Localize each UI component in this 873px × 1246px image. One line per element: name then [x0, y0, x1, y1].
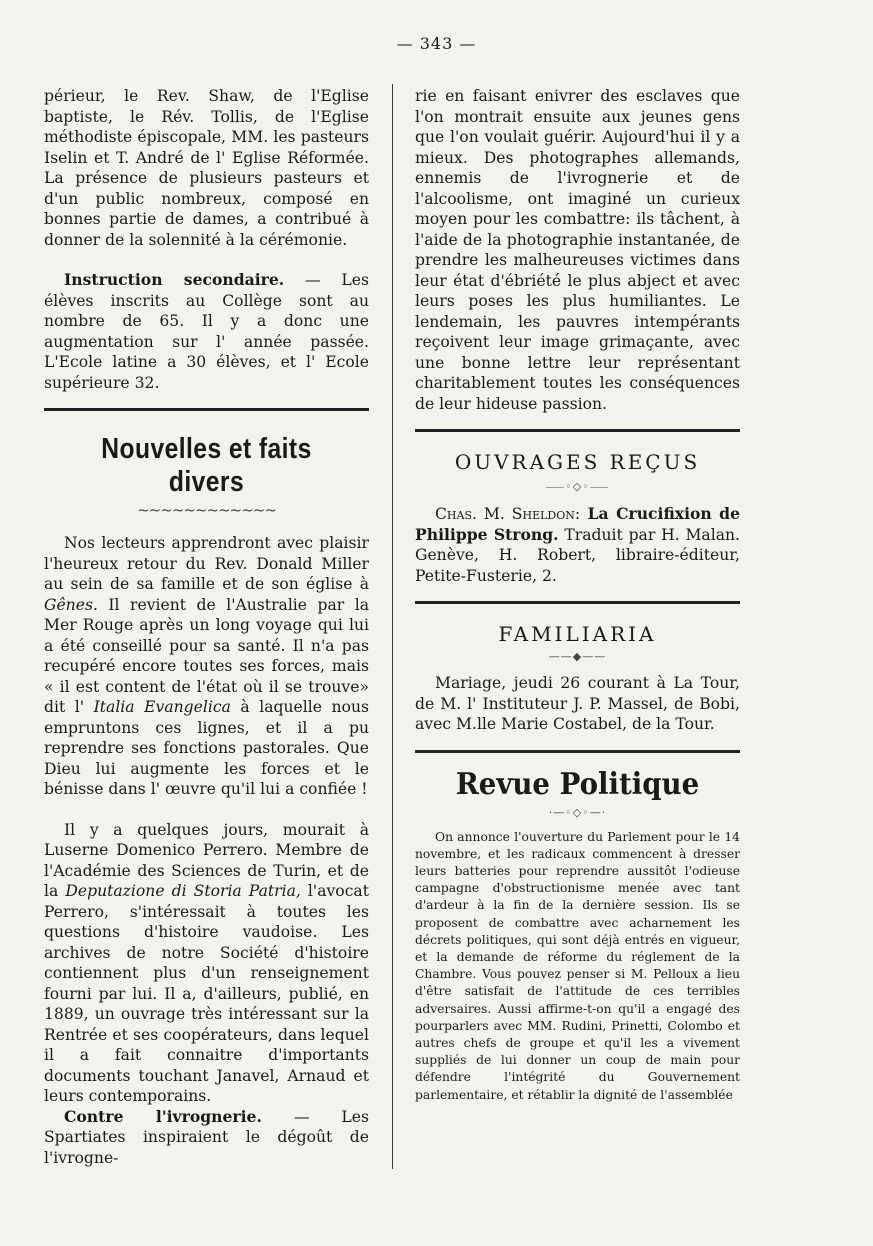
contre-heading: Contre l'ivrognerie.	[64, 1106, 262, 1126]
miller-text-2: Il revient de l'Australie par la Mer Rouge après un long voyage qui lui a été conseillé pour sa santé. Il n'a pas recupéré encore toutes ses forces, mais « il est content de l'état où il se trouve» dit l'	[44, 595, 369, 716]
contre-text: — Les Spartiates inspiraient le dégoût de l'ivrogne-	[44, 1107, 370, 1167]
ouvrage-details: Traduit par H. Malan. Genève, H. Robert, libraire-éditeur, Petite-Fusterie, 2.	[415, 525, 740, 585]
perrero-text-1: Il y a quelques jours, mourait à Luserne Domenico Perrero. Membre de l'Académie des Sciences de Turin, et de la	[44, 820, 369, 900]
nouvelles-heading: Nouvelles et faits divers	[101, 433, 312, 498]
perrero-text-2: l'avocat Perrero, s'intéressait à toutes les questions d'histoire vaudoise. Les archives de notre Société d'histoire contiennent plus d'un renseignement fourni par lui. Il a, d'ailleurs, publié, en 1889, un ouvrage très intéressant sur la Rentrée et ses coopérateurs, dans lequel il a fait connaitre d'importants documents touchant Janavel, Arnaud et leurs contemporains.	[44, 882, 369, 1105]
paragraph-miller	[44, 533, 369, 800]
paragraph-ceremony: périeur, le Rev. Shaw, de l'Eglise baptiste, le Rév. Tollis, de l'Eglise méthodiste épiscopale, MM. les pasteurs Iselin et T. André de l' Eglise Réformée. La présence de plusieurs pasteurs et d'un public nombreux, composé en bonnes partie de dames, a contribué à donner de la solennité à la cérémonie.	[44, 87, 369, 249]
section-rule	[44, 408, 369, 411]
paragraph-revue: On annonce l'ouverture du Parlement pour le 14 novembre, et les radicaux commencent à dresser leurs batteries pour reprendre aussitôt l'odieuse campagne d'obstructionisme menée avec tant d'ardeur à la fin de la dernière session. Ils se proposent de combattre avec acharnement les décrets politiques, qui sont déjà entrés en vigueur, et la demande de réforme du réglement de la Chambre. Vous pouvez penser si M. Pelloux a lieu d'être satisfait de l'attitude de ces terribles adversaires. Aussi affirme-t-on qu'il a engagé des pourparlers avec MM. Rudini, Prinetti, Colombo et autres chefs de groupe et qu'il les a vivement suppliés de lui donner un coup de main pour défendre l'intégrité du Gouvernement parlementaire, et rétablir la dignité de l'assemblée	[415, 829, 740, 1102]
familiaria-heading: FAMILIARIA	[498, 622, 657, 646]
section-rule	[415, 601, 740, 604]
paragraph-ouvrage	[415, 504, 740, 586]
ouvrage-author: Chas. M. Sheldon:	[435, 505, 581, 523]
ornament: ⸺◦◇◦⸺	[545, 480, 610, 493]
miller-text-3: à laquelle nous empruntons ces lignes, et il a pu reprendre ses fonctions pastorales. Que Dieu lui augmente les forces et le bénisse dans l' œuvre qu'il lui a confiée !	[44, 698, 369, 798]
ouvrages-heading: OUVRAGES REÇUS	[454, 450, 701, 474]
instruction-text: — Les élèves inscrits au Collège sont au nombre de 65. Il y a donc une augmentation sur l' année passée. L'Ecole latine a 30 élèves, et l' Ecole supérieure 32.	[44, 271, 370, 392]
section-rule	[415, 429, 740, 432]
paragraph-perrero	[44, 820, 369, 1107]
wavy-ornament: ~~~~~~~~~~~~	[137, 501, 276, 519]
revue-heading: Revue Politique	[455, 766, 700, 802]
section-rule	[415, 750, 740, 753]
right-column	[415, 86, 740, 1104]
miller-genes: Gênes.	[44, 595, 98, 614]
paragraph-contre	[44, 1107, 369, 1169]
miller-italia: Italia Evangelica	[93, 698, 231, 716]
column-divider	[392, 84, 393, 1169]
paragraph-instruction	[44, 270, 369, 393]
left-column	[44, 86, 369, 1168]
miller-text-1: Nos lecteurs apprendront avec plaisir l'heureux retour du Rev. Donald Miller au sein de sa famille et de son église à	[44, 534, 369, 593]
ouvrage-title: La Crucifixion de Philippe Strong.	[415, 504, 741, 544]
instruction-heading: Instruction secondaire.	[64, 270, 285, 289]
paragraph-mariage: Mariage, jeudi 26 courant à La Tour, de M. l' Instituteur J. P. Massel, de Bobi, avec M.lle Marie Costabel, de la Tour.	[415, 674, 740, 733]
paragraph-contre-cont: rie en faisant enivrer des esclaves que l'on montrait ensuite aux jeunes gens que l'on voulait guérir. Aujourd'hui il y a mieux. Des photographes allemands, ennemis de l'ivrognerie et de l'alcoolisme, ont imaginé un curieux moyen pour les combattre: ils tâchent, à l'aide de la photographie instantanée, de prendre les malheureuses victimes dans leur état d'ébriété le plus abject et avec leurs poses les plus humiliantes. Le lendemain, les pauvres intempérants reçoivent leur image grimaçante, avec une bonne lettre leur représentant charitablement toutes les conséquences de leur hideuse passion.	[415, 87, 740, 413]
page-number: — 343 —	[396, 34, 477, 53]
ornament: ——◆——	[548, 650, 607, 663]
perrero-deputazione: Deputazione di Storia Patria,	[65, 882, 301, 900]
ornament: ·—◦◇◦—·	[548, 805, 607, 819]
